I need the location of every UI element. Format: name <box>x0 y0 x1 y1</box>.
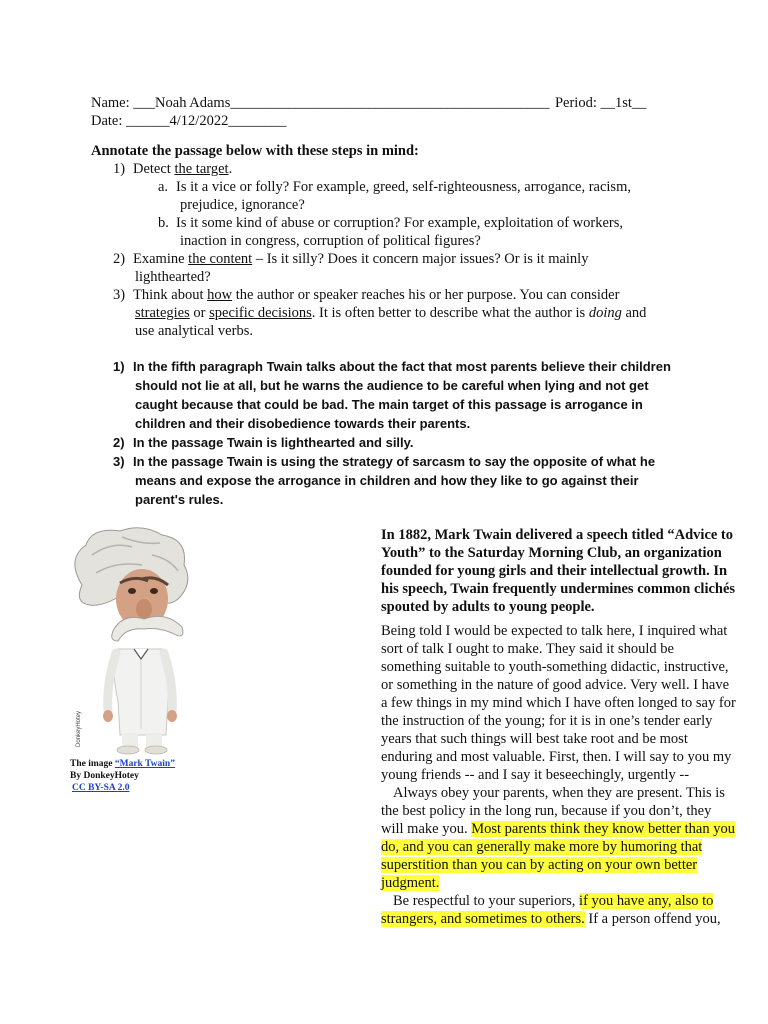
date-value: 4/12/2022 <box>169 113 229 129</box>
paragraph-3: Be respectful to your superiors, if you have any, also to strangers, and sometimes to others. If a person offend you, <box>381 893 721 927</box>
student-name: Noah Adams <box>155 95 231 111</box>
answer-1: 1) In the fifth paragraph Twain talks about the fact that most parents believe their children should not lie at all, but he warns the audience to be careful when lying and not get caught because that could be bad. The main target of this passage is arrogance in children and their disobedience towards their parents. <box>113 359 671 431</box>
highlight: judgment. <box>381 875 440 891</box>
mark-twain-image <box>62 525 202 757</box>
name-line: Name: ___Noah Adams____________________________________________ Period: __1st__ <box>91 95 647 111</box>
paragraph-2: Always obey your parents, when they are present. This is the best policy in the long run, because if you don’t, they will make you. Most parents think they know better than you do, and you can generally make more by humoring that superstition than you can by acting on your own better judgment. <box>381 785 735 891</box>
answer-3: 3) In the passage Twain is using the strategy of sarcasm to say the opposite of what he means and expose the arrogance in children and how they like to go against their parent's rules. <box>113 454 656 507</box>
image-caption: The image “Mark Twain” By DonkeyHotey CC BY-SA 2.0 <box>70 759 175 793</box>
passage-text <box>381 622 768 928</box>
highlight: if you have any, also to <box>579 893 714 909</box>
period-value: 1st <box>614 95 632 111</box>
answer-2: 2) In the passage Twain is lighthearted and silly. <box>113 435 414 450</box>
instruction-list: 1) Detect the target. a. Is it a vice or folly? For example, greed, self-righteousness, arrogance, racism, prejudice, ignorance? b. Is it some kind of abuse or corruption? For example, exploitation of workers, inaction in congress, corruption of political figures? 2) Examine the content – Is it silly? Does it concern major issues? Or is it mainly lighthearted? 3) Think about how the author or speaker reaches his or her purpose. You can consider strategies or specific decisions. It is often better to describe what the author is doing and use analytical verbs. <box>113 160 693 340</box>
license-link[interactable]: CC BY-SA 2.0 <box>72 783 130 793</box>
date-line: Date: ______4/12/2022________ <box>91 113 287 129</box>
student-answers <box>113 357 713 509</box>
highlight: Most parents think they know better than you <box>471 821 735 837</box>
instructions-heading: Annotate the passage below with these steps in mind: <box>91 143 419 159</box>
svg-text:DonkeyHotey: DonkeyHotey <box>76 710 82 747</box>
step-1b: b. Is it some kind of abuse or corruption? For example, exploitation of workers, <box>158 215 623 231</box>
highlight: strangers, and sometimes to others. <box>381 911 585 927</box>
paragraph-1: Being told I would be expected to talk here, I inquired what sort of talk I ought to make. They said it should be something suitable to youth-something didactic, instructive, or something in the nature of good advice. Very well. I have a few things in my mind which I have often longed to say for the instruction of the young; for it is in one’s tender early years that such things will best take root and be most enduring and most valuable. First, then. I will say to you my young friends -- and I say it beseechingly, urgently -- <box>381 623 736 783</box>
step-3: 3) Think about how the author or speaker reaches his or her purpose. You can consider <box>113 287 620 303</box>
step-1: 1) Detect the target. <box>113 161 233 177</box>
passage-intro: In 1882, Mark Twain delivered a speech titled “Advice to Youth” to the Saturday Morning Club, an organization founded for young girls and their intellectual growth. In his speech, Twain frequently undermines common clichés spouted by adults to young people. <box>381 527 736 615</box>
step-1a: a. Is it a vice or folly? For example, greed, self-righteousness, arrogance, racism, <box>158 179 631 195</box>
highlight: superstition than you can by acting on your own better <box>381 857 698 873</box>
step-2: 2) Examine the content – Is it silly? Does it concern major issues? Or is it mainly <box>113 251 589 267</box>
highlight: do, and you can generally make more by humoring that <box>381 839 703 855</box>
mark-twain-caricature <box>62 525 202 757</box>
mark-twain-image-link[interactable]: “Mark Twain” <box>114 759 175 769</box>
